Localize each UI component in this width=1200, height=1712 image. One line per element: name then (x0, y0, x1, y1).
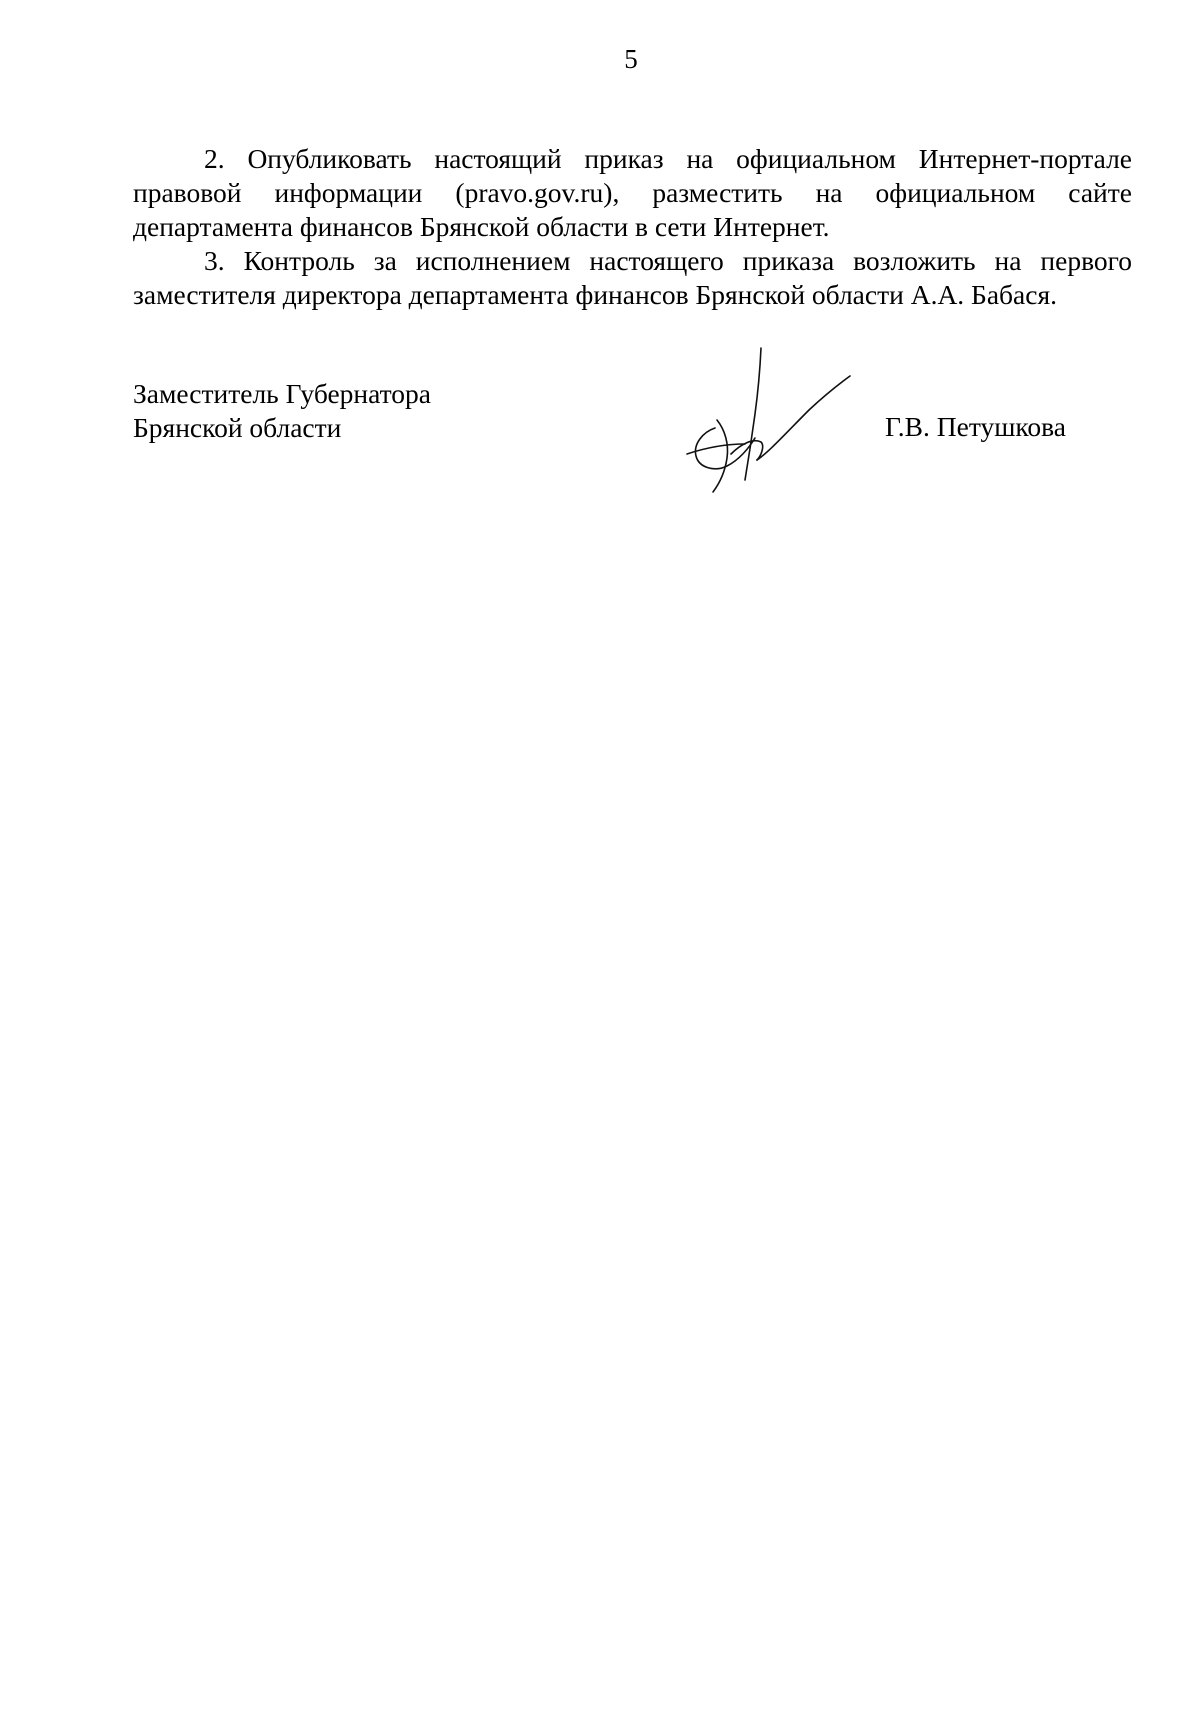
signatory-name: Г.В. Петушкова (885, 411, 1066, 442)
handwritten-signature (665, 340, 865, 500)
signatory-position-line-2: Брянской области (133, 412, 342, 443)
page-number: 5 (624, 44, 638, 74)
signatory-position-line-1: Заместитель Губернатора (133, 378, 431, 409)
signatory-position (133, 377, 431, 445)
paragraph-control: 3. Контроль за исполнением настоящего приказа возложить на первого заместителя директора департамента финансов Брянской области А.А. Бабася. (133, 245, 1132, 310)
order-body (133, 142, 1132, 312)
paragraph-publication: 2. Опубликовать настоящий приказ на официальном Интернет-портале правовой информации (pravo.gov.ru), разместить на официальном сайте департамента финансов Брянской области в сети Интернет. (133, 143, 1132, 242)
